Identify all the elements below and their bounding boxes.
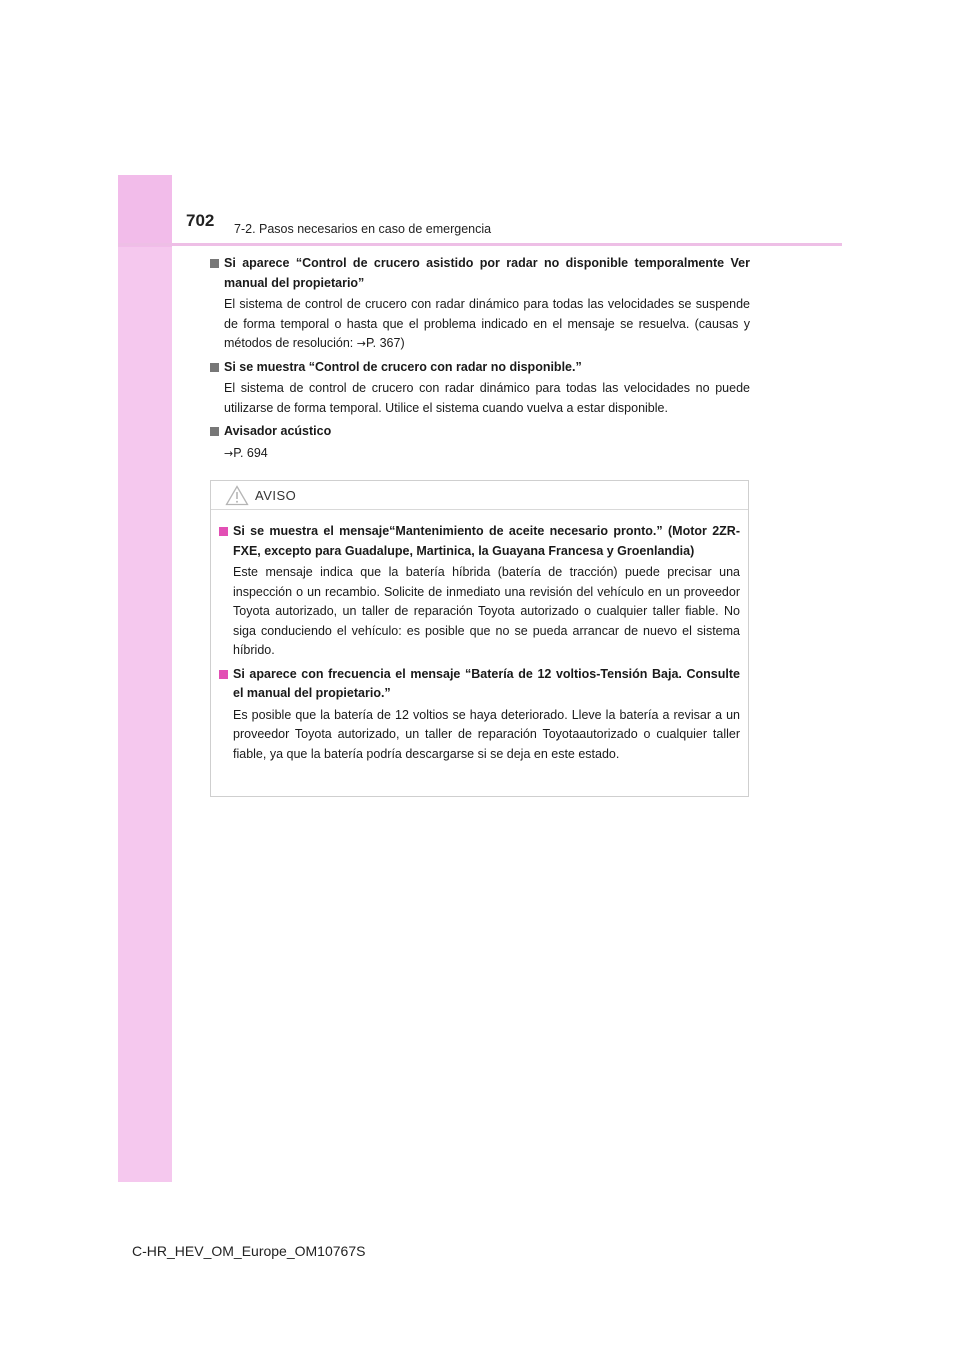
warning-content [219, 522, 740, 768]
list-item [210, 358, 750, 419]
square-bullet-icon [210, 363, 219, 372]
warning-triangle-icon [225, 485, 249, 506]
header-rule [118, 243, 842, 246]
item-body: El sistema de control de crucero con radar dinámico para todas las velocidades se suspende de forma temporal o hasta que el problema indicado en el mensaje se resuelva. (causas y métodos de resolución: →P. 367) [224, 297, 750, 350]
item-heading: Si aparece “Control de crucero asistido por radar no disponible temporalmente Ver manual del propietario” [210, 254, 750, 293]
warning-box [210, 480, 749, 797]
document-code: C-HR_HEV_OM_Europe_OM10767S [132, 1243, 366, 1259]
warning-item [219, 522, 740, 661]
square-bullet-icon [219, 527, 228, 536]
arrow-icon: → [224, 446, 234, 460]
page-reference-link[interactable]: P. 367) [365, 336, 405, 350]
warning-item-heading: Si se muestra el mensaje“Mantenimiento de aceite necesario pronto.” (Motor 2ZR-FXE, excepto para Guadalupe, Martinica, la Guayana Francesa y Groenlandia) [219, 522, 740, 561]
side-tab-strip [118, 175, 172, 1182]
item-heading: Avisador acústico [210, 422, 750, 442]
square-bullet-icon [219, 670, 228, 679]
square-bullet-icon [210, 259, 219, 268]
section-title: 7-2. Pasos necesarios en caso de emergencia [234, 222, 492, 236]
item-reference [210, 444, 750, 464]
list-item [210, 254, 750, 354]
main-content [210, 254, 750, 467]
warning-divider [211, 509, 748, 510]
list-item [210, 422, 750, 463]
warning-item-body: Es posible que la batería de 12 voltios se haya deteriorado. Lleve la batería a revisar a un proveedor Toyota autorizado, un taller de reparación Toyotaautorizado o cualquier taller fiable, ya que la batería podría descargarse si se deja en este estado. [233, 707, 740, 761]
header-tab-block [118, 175, 172, 247]
warning-item-heading: Si aparece con frecuencia el mensaje “Batería de 12 voltios-Tensión Baja. Consulte el manual del propietario.” [219, 665, 740, 704]
warning-item-body: Este mensaje indica que la batería híbrida (batería de tracción) puede precisar una inspección o un recambio. Solicite de inmediato una revisión del vehículo en un proveedor Toyota autorizado, un taller de reparación Toyota autorizado o cualquier taller fiable. No siga conduciendo el vehículo: es posible que no se pueda arrancar de nuevo el sistema híbrido. [233, 565, 740, 657]
square-bullet-icon [210, 427, 219, 436]
warning-item [219, 665, 740, 765]
warning-title: AVISO [255, 488, 297, 503]
warning-header [211, 481, 748, 509]
page-number: 702 [186, 211, 215, 230]
item-heading: Si se muestra “Control de crucero con radar no disponible.” [210, 358, 750, 378]
page-reference-link[interactable]: P. 694 [233, 445, 268, 460]
item-body: El sistema de control de crucero con radar dinámico para todas las velocidades no puede utilizarse de forma temporal. Utilice el sistema cuando vuelva a estar disponible. [224, 381, 750, 415]
arrow-icon: → [356, 337, 366, 350]
